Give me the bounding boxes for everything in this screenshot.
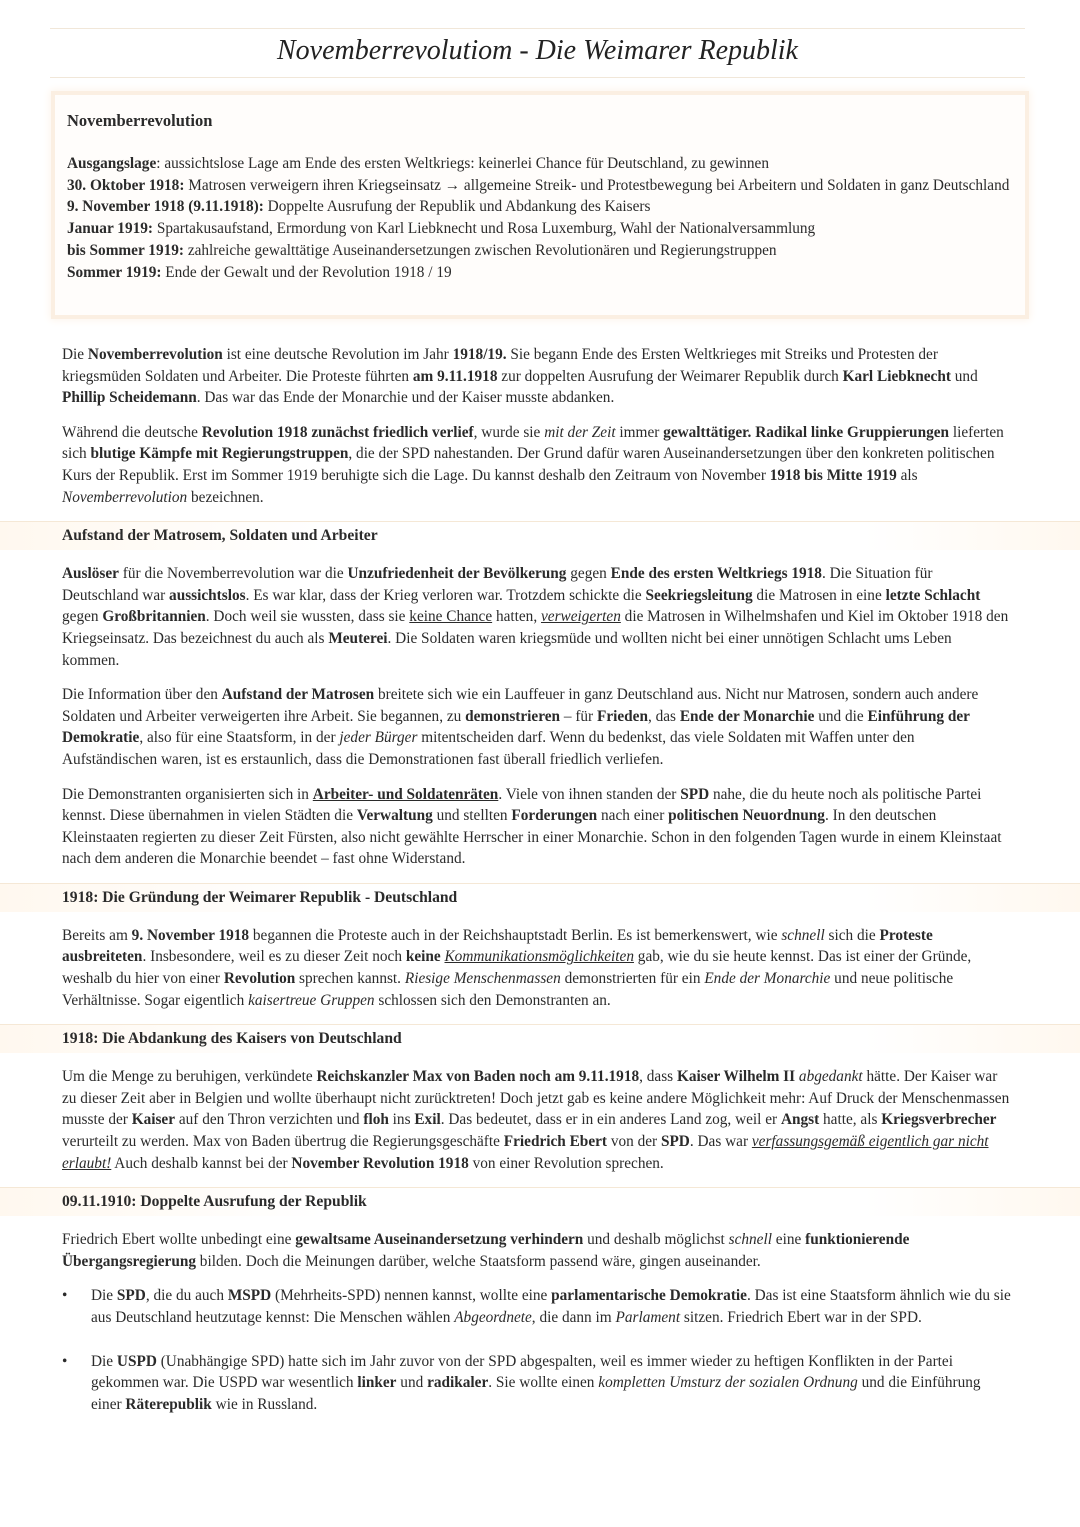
summary-label: Ausgangslage bbox=[67, 155, 157, 172]
summary-box bbox=[55, 95, 1025, 315]
text-run: und neue politische Verhältnisse. Sogar eigentlich bbox=[62, 970, 954, 1009]
text-run: November Revolution 1918 bbox=[291, 1154, 469, 1172]
text-run: Bereits am bbox=[62, 926, 132, 944]
text-run: nahe, die du heute noch als politische Partei kennst. Diese übernahmen in vielen Städten die bbox=[62, 785, 982, 825]
text-run: lieferten sich bbox=[62, 423, 1004, 463]
text-run: letzte Schlacht bbox=[885, 586, 981, 604]
text-run: gab, wie du sie heute kennst. Das ist einer der Gründe, weshalb du hier von einer bbox=[62, 948, 972, 988]
summary-label: 30. Oktober 1918: bbox=[67, 176, 185, 194]
text-run: parlamentarische Demokratie bbox=[551, 1287, 747, 1305]
text-run: schlossen sich den Demonstranten an. bbox=[374, 991, 611, 1009]
text-run: radikaler bbox=[427, 1374, 489, 1392]
summary-line bbox=[67, 153, 1013, 175]
section-paragraph bbox=[62, 1229, 1012, 1272]
text-run: und bbox=[950, 367, 978, 385]
bullet-dot: • bbox=[62, 1287, 68, 1305]
text-run: (Mehrheits-SPD) nennen kannst, wollte eine bbox=[271, 1287, 552, 1305]
text-run: . Das war bbox=[689, 1133, 752, 1151]
text-run: 9. November 1918 bbox=[131, 926, 250, 944]
text-run: Ende der Monarchie bbox=[679, 707, 815, 725]
text-run: Sie begann Ende des Ersten Weltkrieges mit Streiks und Protesten der kriegsmüden Soldaten und Arbeiter. Die Proteste führten bbox=[62, 346, 938, 385]
text-run: Großbritannien bbox=[102, 608, 206, 626]
text-run: auf den Thron verzichten und bbox=[175, 1111, 364, 1129]
text-run: begannen die Proteste auch in der Reichshauptstadt Berlin. Es ist bemerkenswert, wie bbox=[249, 926, 782, 944]
text-run: jeder Bürger bbox=[339, 729, 418, 747]
text-run: SPD bbox=[660, 1133, 690, 1151]
text-run: Revolution bbox=[223, 970, 296, 988]
text-run: , also für eine Staatsform, in der bbox=[139, 729, 340, 747]
text-run: 1918 bis Mitte 1919 bbox=[769, 466, 897, 484]
text-run: Die Demonstranten organisierten sich in bbox=[62, 785, 313, 803]
text-run: Auch deshalb kannst bei der bbox=[111, 1154, 292, 1172]
text-run: und die bbox=[814, 707, 868, 725]
bullet-item bbox=[62, 1351, 1012, 1416]
text-run: und bbox=[396, 1374, 428, 1392]
text-run: Um die Menge zu beruhigen, verkündete bbox=[62, 1068, 317, 1086]
text-run: gewaltsame Auseinandersetzung verhindern bbox=[295, 1231, 584, 1249]
text-run: SPD bbox=[680, 785, 710, 803]
text-run: verurteilt zu werden. Max von Baden übertrug die Regierungsgeschäfte bbox=[62, 1133, 504, 1151]
bullet-text bbox=[91, 1287, 1011, 1326]
summary-heading: Novemberrevolution bbox=[67, 111, 213, 130]
intro-paragraph bbox=[62, 344, 1012, 409]
text-run: und deshalb möglichst bbox=[583, 1231, 729, 1249]
text-run: Arbeiter- und Soldatenräten bbox=[312, 785, 499, 803]
text-run: Die bbox=[91, 1287, 117, 1305]
text-run: sitzen. Friedrich Ebert war in der SPD. bbox=[680, 1309, 922, 1326]
text-run: schnell bbox=[728, 1231, 772, 1249]
text-run: Verwaltung bbox=[356, 807, 433, 825]
text-run: kompletten Umsturz der sozialen Ordnung bbox=[598, 1374, 858, 1392]
text-run: Kommunikationsmöglichkeiten bbox=[444, 948, 634, 966]
text-run: hatte, als bbox=[819, 1111, 882, 1129]
text-run: keine bbox=[405, 948, 441, 966]
text-run: abgedankt bbox=[798, 1068, 863, 1086]
text-run: aussichtslos bbox=[169, 586, 246, 604]
text-run: politischen Neuordnung bbox=[668, 807, 825, 825]
text-run: kaisertreue Gruppen bbox=[248, 991, 375, 1009]
text-run: USPD bbox=[116, 1352, 157, 1370]
text-run: Kaiser bbox=[131, 1111, 176, 1129]
text-run: und die Einführung einer bbox=[91, 1374, 981, 1413]
text-run: am 9.11.1918 bbox=[412, 367, 498, 385]
text-run: linker bbox=[357, 1374, 397, 1392]
text-run: . In den deutschen Kleinstaaten regierten zu dieser Zeit Fürsten, also nicht gewählte Herrscher in einer Monarchie. Schon in den folgenden Tagen wurde in einem Kleinstaat nach dem anderen die Monarchie beendet – fast ohne Widerstand. bbox=[62, 807, 1002, 868]
text-run: Novemberrevolution bbox=[87, 346, 223, 363]
text-run: , dass bbox=[639, 1068, 677, 1086]
text-run: gegen bbox=[62, 608, 103, 626]
section-heading: 1918: Die Abdankung des Kaisers von Deutschland bbox=[0, 1024, 1080, 1053]
text-run: Reichskanzler Max von Baden noch am 9.11.1918 bbox=[316, 1068, 640, 1086]
text-run: hatten, bbox=[492, 608, 541, 626]
text-run: breitete sich wie ein Lauffeuer in ganz Deutschland aus. Nicht nur Matrosen, sondern auch andere Soldaten und Arbeiter verweigerten ihre Arbeit. Sie begannen, zu bbox=[62, 686, 979, 725]
text-run: Revolution 1918 zunächst friedlich verlief bbox=[201, 423, 474, 441]
text-run: . Das bedeutet, dass er in ein anderes Land zog, weil er bbox=[440, 1111, 781, 1129]
text-run: floh bbox=[363, 1111, 389, 1129]
text-run: immer bbox=[615, 423, 664, 441]
page-title: Novemberrevolutiom - Die Weimarer Republik bbox=[277, 35, 798, 66]
text-run: demonstrierten für ein bbox=[560, 970, 705, 988]
text-run: , wurde sie bbox=[473, 423, 545, 441]
section-heading: 09.11.1910: Doppelte Ausrufung der Republik bbox=[0, 1187, 1080, 1216]
section-paragraph bbox=[62, 684, 1012, 770]
summary-text: Doppelte Ausrufung der Republik und Abdankung des Kaisers bbox=[263, 198, 651, 216]
text-run: SPD bbox=[116, 1287, 146, 1305]
article-body bbox=[62, 344, 1012, 1428]
summary-line bbox=[67, 262, 1013, 284]
text-run: Während die deutsche bbox=[62, 423, 202, 441]
text-run: mit der Zeit bbox=[544, 423, 616, 441]
section-heading: Aufstand der Matrosem, Soldaten und Arbeiter bbox=[0, 521, 1080, 550]
summary-text: Matrosen verweigern ihren Kriegseinsatz → allgemeine Streik- und Protestbewegung bei Arbeitern und Soldaten in ganz Deutschland bbox=[184, 176, 1010, 194]
text-run: Novemberrevolution bbox=[62, 488, 188, 506]
text-run: Meuterei bbox=[328, 629, 388, 647]
section-paragraph bbox=[62, 563, 1012, 671]
text-run: (Unabhängige SPD) hatte sich im Jahr zuvor von der SPD abgespalten, weil es immer wieder zu heftigen Konflikten in der Partei gekommen war. Die USPD war wesentlich bbox=[91, 1352, 953, 1392]
summary-line bbox=[67, 175, 1013, 197]
text-run: Die Information über den bbox=[62, 686, 222, 704]
text-run: Friedrich Ebert bbox=[503, 1133, 607, 1151]
intro-paragraph bbox=[62, 422, 1012, 508]
text-run: Frieden bbox=[596, 707, 648, 725]
summary-text: zahlreiche gewalttätige Auseinandersetzungen zwischen Revolutionären und Regierungstruppen bbox=[184, 241, 777, 259]
text-run: nach einer bbox=[597, 807, 669, 825]
text-run: – für bbox=[560, 707, 597, 725]
summary-label: bis Sommer 1919: bbox=[67, 241, 184, 259]
text-run: Seekriegsleitung bbox=[645, 586, 753, 604]
text-run: Auslöser bbox=[62, 565, 119, 583]
summary-text: : aussichtslose Lage am Ende des ersten Weltkriegs: keinerlei Chance für Deutschland, zu gewinnen bbox=[156, 155, 769, 172]
text-run: bezeichnen. bbox=[187, 488, 264, 506]
text-run: ist eine deutsche Revolution im Jahr bbox=[222, 346, 453, 363]
text-run: Karl Liebknecht bbox=[842, 367, 951, 385]
text-run: schnell bbox=[781, 926, 825, 944]
text-run: . Das ist eine Staatsform ähnlich wie du sie aus Deutschland heutzutage kennst: Die Menschen wählen bbox=[91, 1287, 1011, 1326]
text-run: mitentscheiden darf. Wenn du bedenkst, das viele Soldaten mit Waffen unter den Aufständischen waren, ist es erstaunlich, dass die Demonstrationen fast überall friedlich verliefen. bbox=[62, 729, 915, 768]
bullet-text bbox=[91, 1353, 981, 1413]
text-run: . Die Situation für Deutschland war bbox=[62, 565, 933, 604]
text-run: Einführung der Demokratie bbox=[62, 707, 970, 747]
text-run: gewalttätiger. Radikal linke Gruppierungen bbox=[663, 423, 950, 441]
summary-label: Sommer 1919: bbox=[67, 263, 162, 281]
summary-label: 9. November 1918 (9.11.1918): bbox=[67, 198, 264, 216]
text-run: Riesige Menschenmassen bbox=[404, 970, 561, 988]
text-run: die Matrosen in Wilhelmshafen und Kiel im Oktober 1918 den Kriegseinsatz. Das bezeichnest du auch als bbox=[62, 608, 1009, 647]
text-run: , die der SPD nahestanden. Der Grund dafür waren Auseinandersetzungen über den konkreten politischen Kurs der Republik. Erst im Sommer 1919 beruhigte sich die Lage. Du kannst deshalb den Zeitraum von November bbox=[62, 445, 995, 484]
text-run: Die bbox=[62, 346, 88, 363]
section-heading: 1918: Die Gründung der Weimarer Republik - Deutschland bbox=[0, 883, 1080, 912]
text-run: verfassungsgemäß eigentlich gar nicht erlaubt! bbox=[62, 1133, 989, 1172]
title-bar bbox=[50, 28, 1025, 78]
text-run: 1918/19. bbox=[452, 346, 507, 363]
text-run: , die dann im bbox=[531, 1309, 616, 1326]
text-run: Exil bbox=[414, 1111, 441, 1129]
text-run: . Die Soldaten waren kriegsmüde und wollten nicht bei einer unnötigen Schlacht ums Leben kommen. bbox=[62, 629, 952, 669]
text-run: . Doch weil sie wussten, dass sie bbox=[205, 608, 410, 626]
bullet-dot: • bbox=[62, 1352, 68, 1370]
text-run: Proteste ausbreiteten bbox=[62, 926, 933, 966]
text-run: Kriegsverbrecher bbox=[881, 1111, 997, 1129]
text-run: . Das war das Ende der Monarchie und der Kaiser musste abdanken. bbox=[196, 389, 615, 407]
text-run: ins bbox=[388, 1111, 415, 1129]
text-run: Parlament bbox=[615, 1309, 681, 1326]
text-run: von der bbox=[607, 1133, 661, 1151]
text-run: . Es war klar, dass der Krieg verloren war. Trotzdem schickte die bbox=[245, 586, 646, 604]
bullet-item bbox=[62, 1285, 1012, 1328]
text-run: . Viele von ihnen standen der bbox=[498, 785, 681, 803]
text-run: sich die bbox=[824, 926, 880, 944]
summary-text: Spartakusaufstand, Ermordung von Karl Liebknecht und Rosa Luxemburg, Wahl der Nationalversammlung bbox=[153, 220, 816, 238]
text-run: Ende der Monarchie bbox=[704, 970, 831, 988]
text-run: Die bbox=[91, 1352, 117, 1370]
text-run: die Matrosen in eine bbox=[752, 586, 886, 604]
text-run: keine Chance bbox=[409, 608, 493, 626]
text-run: Angst bbox=[780, 1111, 820, 1129]
section-paragraph bbox=[62, 1066, 1012, 1174]
summary-line bbox=[67, 240, 1013, 262]
text-run: Phillip Scheidemann bbox=[62, 389, 197, 407]
text-run: bilden. Doch die Meinungen darüber, welche Staatsform passend wäre, gingen auseinander. bbox=[195, 1252, 761, 1270]
text-run: MSPD bbox=[227, 1287, 272, 1305]
text-run: wie in Russland. bbox=[211, 1395, 318, 1413]
text-run: funktionierende Übergangsregierung bbox=[62, 1231, 910, 1270]
section-paragraph bbox=[62, 784, 1012, 870]
text-run: . Insbesondere, weil es zu dieser Zeit noch bbox=[142, 948, 406, 966]
text-run: Unzufriedenheit der Bevölkerung bbox=[347, 565, 567, 583]
text-run: , die du auch bbox=[145, 1287, 228, 1305]
text-run: gegen bbox=[566, 565, 611, 583]
text-run: Räterepublik bbox=[125, 1395, 212, 1413]
summary-text: Ende der Gewalt und der Revolution 1918 / 19 bbox=[161, 263, 452, 281]
text-run: , das bbox=[647, 707, 680, 725]
text-run: demonstrieren bbox=[465, 707, 561, 725]
section-paragraph bbox=[62, 925, 1012, 1011]
text-run: von einer Revolution sprechen. bbox=[468, 1154, 664, 1172]
summary-line bbox=[67, 218, 1013, 240]
text-run: zur doppelten Ausrufung der Weimarer Republik durch bbox=[497, 367, 843, 385]
text-run: . Sie wollte einen bbox=[488, 1374, 599, 1392]
text-run: eine bbox=[771, 1231, 806, 1249]
text-run: Ende des ersten Weltkriegs 1918 bbox=[610, 565, 822, 583]
text-run: und stellten bbox=[432, 807, 512, 825]
summary-line bbox=[67, 196, 1013, 218]
text-run: hätte. Der Kaiser war zu dieser Zeit aber in Belgien und wollte überhaupt nicht zurücktreten! Doch jetzt gab es keine andere Möglichkeit mehr: Auf Druck der Menschenmassen musste der bbox=[62, 1068, 1010, 1129]
text-run: Forderungen bbox=[511, 807, 598, 825]
summary-label: Januar 1919: bbox=[67, 220, 153, 238]
text-run: blutige Kämpfe mit Regierungstruppen bbox=[90, 445, 349, 463]
text-run: sprechen kannst. bbox=[295, 970, 405, 988]
text-run: verweigerten bbox=[540, 608, 621, 626]
text-run: als bbox=[896, 466, 918, 484]
text-run: Aufstand der Matrosen bbox=[221, 686, 375, 704]
text-run: für die Novemberrevolution war die bbox=[118, 565, 348, 583]
text-run: Kaiser Wilhelm II bbox=[676, 1068, 796, 1086]
text-run: Abgeordnete bbox=[454, 1309, 532, 1326]
text-run: Friedrich Ebert wollte unbedingt eine bbox=[62, 1231, 296, 1249]
